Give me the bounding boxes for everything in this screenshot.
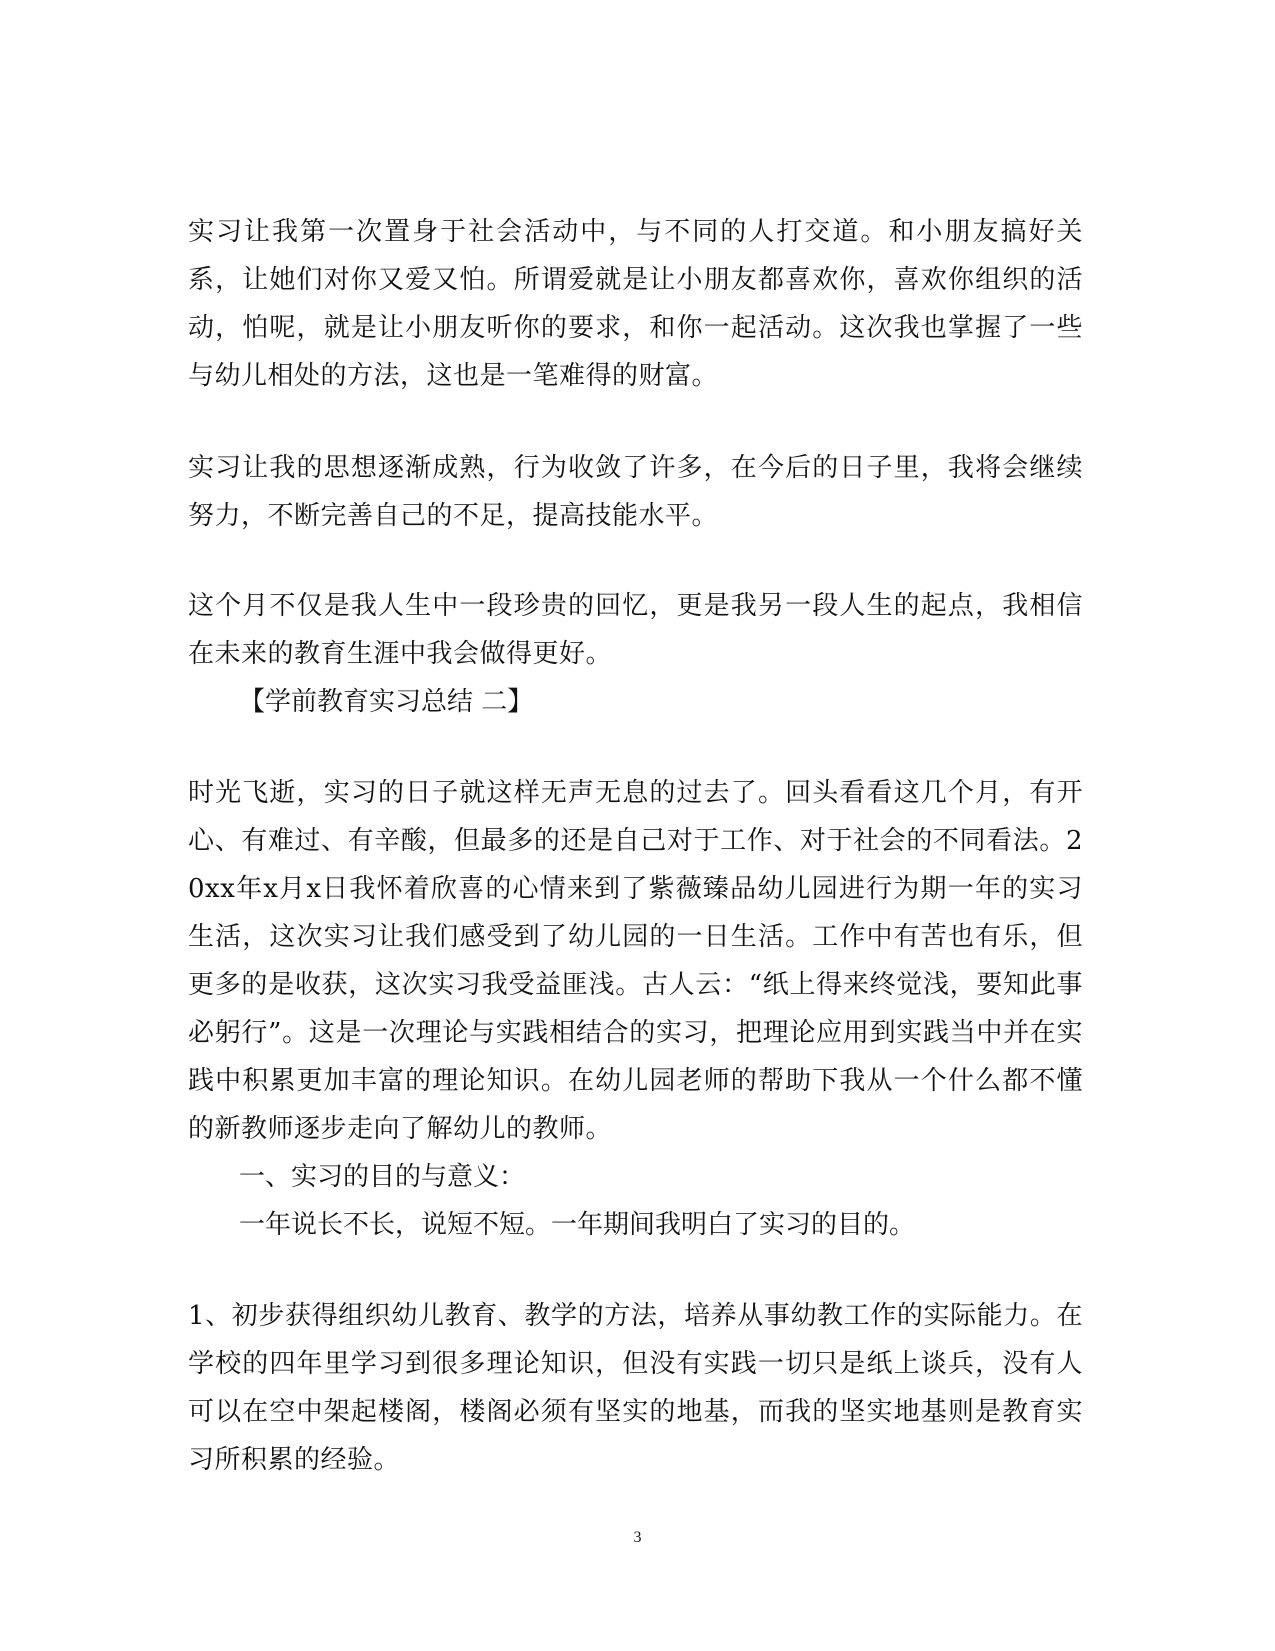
section-title: 【学前教育实习总结 二】	[239, 687, 534, 717]
paragraph-4: 时光飞逝，实习的日子就这样无声无息的过去了。回头看看这几个月，有开心、有难过、有辛酸，但最多的还是自己对于工作、对于社会的不同看法。20xx年x月x日我怀着欣喜的心情来到了紫薇臻品幼儿园进行为期一年的实习生活，这次实习让我们感受到了幼儿园的一日生活。工作中有苦也有乐，但更多的是收获，这次实习我受益匪浅。古人云：“纸上得来终觉浅，要知此事必躬行”。这是一次理论与实践相结合的实习，把理论应用到实践当中并在实践中积累更加丰富的理论知识。在幼儿园老师的帮助下我从一个什么都不懂的新教师逐步走向了解幼儿的教师。	[188, 778, 1083, 1144]
paragraph-5: 一年说长不长，说短不短。一年期间我明白了实习的目的。	[239, 1210, 916, 1240]
paragraph-2: 实习让我的思想逐渐成熟，行为收敛了许多，在今后的日子里，我将会继续努力，不断完善自己的不足，提高技能水平。	[188, 453, 1083, 531]
section-heading-1: 一、实习的目的与意义：	[239, 1162, 526, 1192]
document-body	[188, 208, 1083, 1484]
paragraph-3: 这个月不仅是我人生中一段珍贵的回忆，更是我另一段人生的起点，我相信在未来的教育生涯中我会做得更好。	[188, 591, 1083, 669]
paragraph-6: 1、初步获得组织幼儿教育、教学的方法，培养从事幼教工作的实际能力。在学校的四年里学习到很多理论知识，但没有实践一切只是纸上谈兵，没有人可以在空中架起楼阁，楼阁必须有坚实的地基，而我的坚实地基则是教育实习所积累的经验。	[188, 1301, 1083, 1475]
page-number: 3	[633, 1529, 642, 1546]
paragraph-1: 实习让我第一次置身于社会活动中，与不同的人打交道。和小朋友搞好关系，让她们对你又爱又怕。所谓爱就是让小朋友都喜欢你，喜欢你组织的活动，怕呢，就是让小朋友听你的要求，和你一起活动。这次我也掌握了一些与幼儿相处的方法，这也是一笔难得的财富。	[188, 217, 1083, 391]
